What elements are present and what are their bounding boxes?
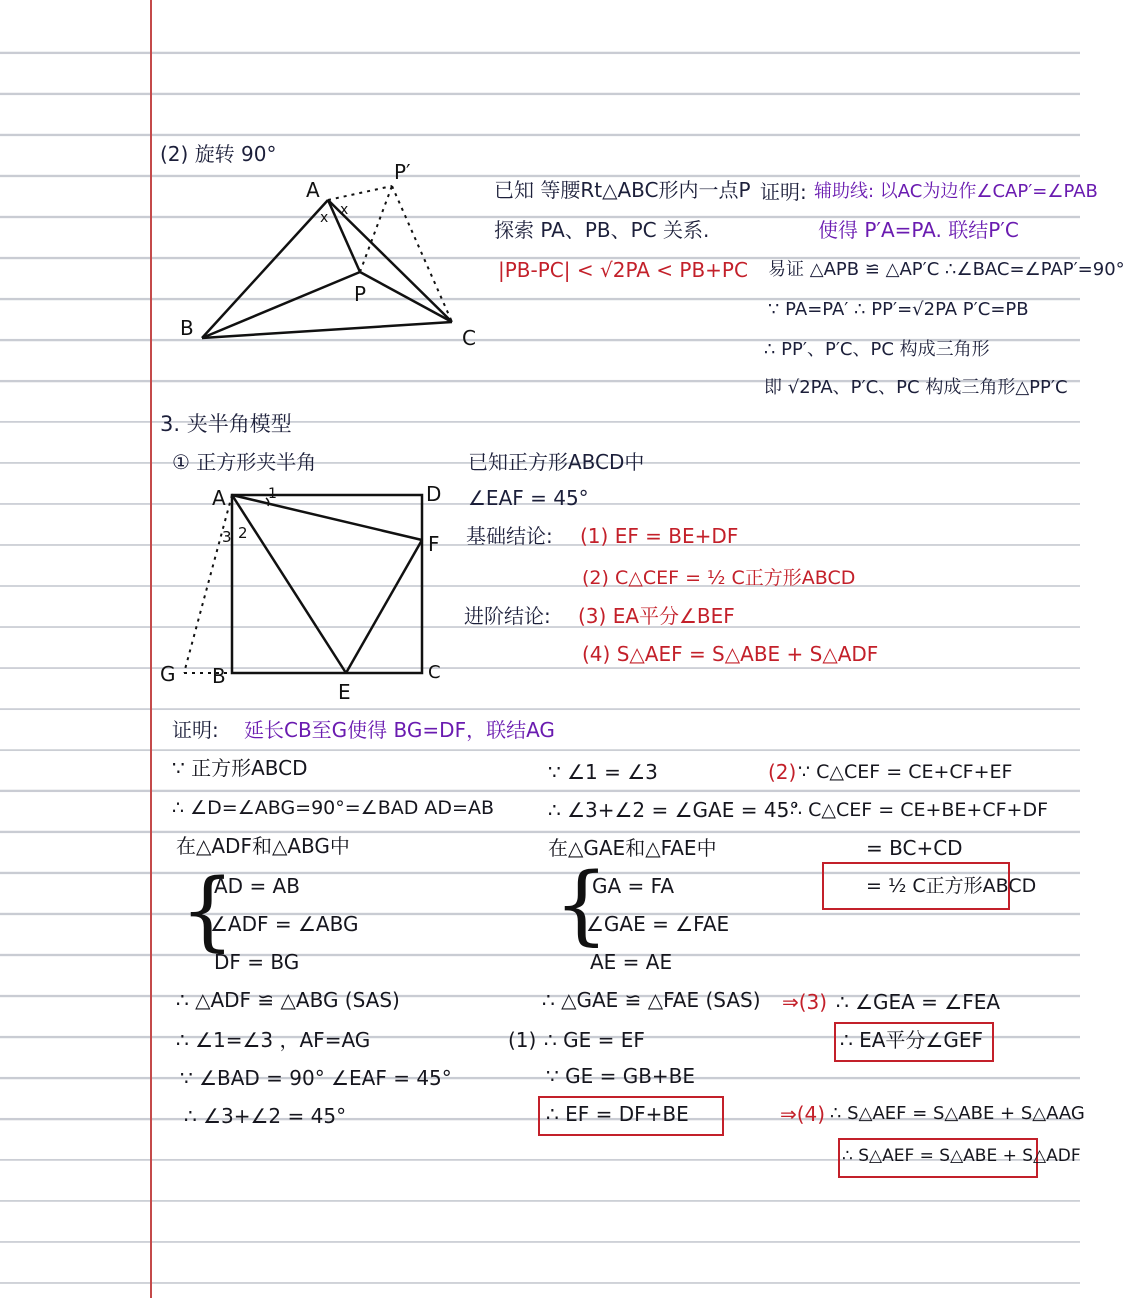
proof-line-3: ∴ PP′、P′C、PC 构成三角形 <box>764 339 990 360</box>
label-c: C <box>462 326 476 350</box>
edge-pc <box>360 272 452 322</box>
label-p-prime: P′ <box>394 160 411 184</box>
proof-line-4: 即 √2PA、P′C、PC 构成三角形△PP′C <box>764 377 1068 398</box>
col2-mark-1: (1) <box>508 1028 537 1052</box>
square-abcd <box>232 495 422 673</box>
given-line-2: 探索 PA、PB、PC 关系. <box>494 218 710 242</box>
label-f: F <box>428 532 440 556</box>
angle-label-1: 1 <box>268 486 277 502</box>
label-c: C <box>428 662 441 683</box>
col3-line-5: ∴ ∠GEA = ∠FEA <box>836 990 1001 1014</box>
label-p: P <box>354 282 367 306</box>
label-b: B <box>212 664 226 688</box>
edge-bc <box>202 322 452 338</box>
col1-brace-3: DF = BG <box>214 950 300 974</box>
edge-ap1 <box>328 186 392 200</box>
col1-line-6: ∵ ∠BAD = 90° ∠EAF = 45° <box>180 1066 452 1090</box>
col2-line-1: ∵ ∠1 = ∠3 <box>548 760 658 784</box>
basic-conclusion-label: 基础结论: <box>466 524 553 548</box>
col2-line-2: ∴ ∠3+∠2 = ∠GAE = 45° <box>548 798 800 822</box>
brace-left: { <box>554 855 609 955</box>
col3-line-6: ∴ EA平分∠GEF <box>840 1028 983 1052</box>
advanced-conclusion-label: 进阶结论: <box>464 604 551 628</box>
label-e: E <box>338 680 351 704</box>
proof-line-2: ∵ PA=PA′ ∴ PP′=√2PA P′C=PB <box>768 299 1029 320</box>
col3-line-4: = ½ C正方形ABCD <box>866 875 1037 897</box>
proof-title: 证明: <box>760 180 807 204</box>
col2-line-7: ∴ EF = DF+BE <box>546 1102 689 1126</box>
col3-line-1: ∵ C△CEF = CE+CF+EF <box>798 761 1013 783</box>
col2-brace-3: AE = AE <box>590 950 673 974</box>
edge-ae <box>232 495 346 673</box>
conclusion-2: (2) C△CEF = ½ C正方形ABCD <box>582 567 856 589</box>
edge-ef <box>346 540 422 673</box>
col1-line-4: ∴ △ADF ≌ △ABG (SAS) <box>176 988 400 1012</box>
col3-part-2: (2) <box>768 760 797 784</box>
brace-left: { <box>180 861 235 961</box>
col1-line-1: ∵ 正方形ABCD <box>172 756 308 780</box>
aux-line-2: 使得 P′A=PA. 联结P′C <box>818 218 1019 242</box>
edge-ac <box>328 200 452 322</box>
col3-line-3: = BC+CD <box>866 836 963 860</box>
conclusion-4: (4) S△AEF = S△ABE + S△ADF <box>582 642 879 666</box>
square-proof-aux: 延长CB至G使得 BG=DF，联结AG <box>244 718 555 742</box>
angle-mark-x: x <box>320 210 329 226</box>
col2-line-4: ∴ △GAE ≌ △FAE (SAS) <box>542 988 761 1012</box>
edge-p1c <box>392 186 452 322</box>
col2-brace-1: GA = FA <box>592 874 675 898</box>
edge-ag <box>184 495 232 673</box>
aux-line-1: 辅助线: 以AC为边作∠CAP′=∠PAB <box>814 181 1098 202</box>
col1-line-5: ∴ ∠1=∠3 ，AF=AG <box>176 1028 371 1052</box>
angle-mark-x: x <box>340 202 349 218</box>
square-given-2: ∠EAF = 45° <box>468 486 589 510</box>
col3-line-7: ∴ S△AEF = S△ABE + S△AAG <box>830 1103 1085 1124</box>
section-3-subheading: ① 正方形夹半角 <box>172 450 317 474</box>
col3-line-2: ∴ C△CEF = CE+BE+CF+DF <box>790 799 1049 821</box>
label-g: G <box>160 662 176 686</box>
square-given-1: 已知正方形ABCD中 <box>468 450 645 474</box>
label-d: D <box>426 482 442 506</box>
edge-ab <box>202 200 328 338</box>
col1-brace-2: ∠ADF = ∠ABG <box>210 912 359 936</box>
col2-line-5: ∴ GE = EF <box>544 1028 645 1052</box>
col1-line-7: ∴ ∠3+∠2 = 45° <box>184 1104 347 1128</box>
edge-bp <box>202 272 360 338</box>
result-inequality: |PB-PC| < √2PA < PB+PC <box>498 258 748 282</box>
col1-line-2: ∴ ∠D=∠ABG=90°=∠BAD AD=AB <box>172 797 494 819</box>
given-line-1: 已知 等腰Rt△ABC形内一点P <box>494 178 751 202</box>
label-b: B <box>180 316 194 340</box>
col2-line-3: 在△GAE和△FAE中 <box>548 836 717 860</box>
col2-brace-2: ∠GAE = ∠FAE <box>586 912 730 936</box>
section-3-heading: 3. 夹半角模型 <box>160 412 292 436</box>
col2-line-6: ∵ GE = GB+BE <box>546 1064 696 1088</box>
conclusion-3: (3) EA平分∠BEF <box>578 604 735 628</box>
col3-arrow-3: ⇒(3) <box>782 990 828 1014</box>
col3-line-8: ∴ S△AEF = S△ABE + S△ADF <box>842 1146 1081 1166</box>
angle-label-2: 2 <box>238 524 248 542</box>
angle-label-3: 3 <box>222 528 232 546</box>
col1-brace-1: AD = AB <box>214 874 300 898</box>
proof-line-1: 易证 △APB ≌ △AP′C ∴∠BAC=∠PAP′=90° <box>768 259 1125 280</box>
label-a: A <box>212 486 226 510</box>
section-2-heading: (2) 旋转 90° <box>160 142 277 166</box>
conclusion-1: (1) EF = BE+DF <box>580 524 739 548</box>
col3-arrow-4: ⇒(4) <box>780 1102 826 1126</box>
col1-line-3: 在△ADF和△ABG中 <box>176 834 350 858</box>
edge-af <box>232 495 422 540</box>
square-proof-title: 证明: <box>172 718 219 742</box>
label-a: A <box>306 178 320 202</box>
